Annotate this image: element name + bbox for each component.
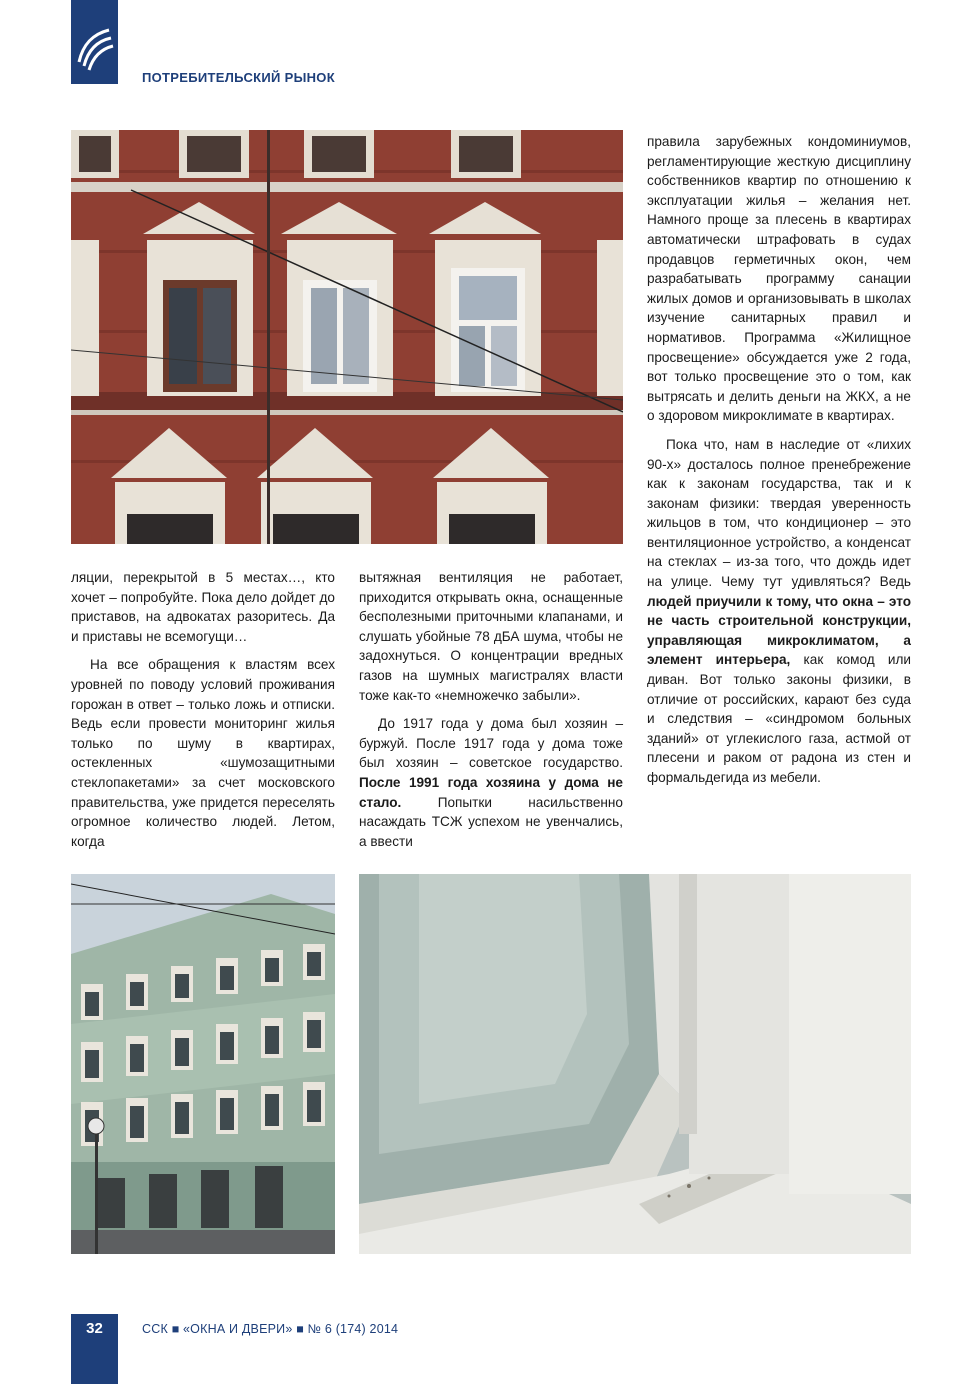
bold-emphasis: людей приучили к тому, что окна – это не часть строительной конструкции, управляющая микроклиматом, а элемент интерьера,	[647, 593, 911, 668]
publisher-logo-icon	[71, 0, 118, 84]
paragraph-text: Попытки насильственно насаждать ТСЖ успехом не увенчались, а ввести	[359, 794, 623, 849]
paragraph: На все обращения к властям всех уровней по поводу условий проживания горожан в ответ – только ложь и отписки. Ведь если провести мониторинг жилья только по шуму в квартирах, остекленных «шумозащитными стеклопакетами» за счет московского правительства, уже придется переселять огромное количество людей. Летом, когда	[71, 657, 335, 849]
paragraph-text: До 1917 года у дома был хозяин – буржуй. После 1917 года у дома тоже был хозяин – советское государство.	[359, 716, 623, 771]
paragraph	[647, 435, 911, 788]
article-column-3	[647, 132, 911, 788]
page-number: 32	[86, 1320, 103, 1337]
journal-footer: ССК ■ «ОКНА И ДВЕРИ» ■ № 6 (174) 2014	[142, 1322, 399, 1336]
green-building-street-photo	[71, 874, 335, 1254]
paragraph-text: Пока что, нам в наследие от «лихих 90-х» досталось полное пренебрежение как к законам государства, так и к законам физики: твердая уверенность жильцов в том, что кондиционер – это вентиляционное устройство, а конденсат на стеклах – из-за того, что дождь идет на улице. Чему тут удивляться? Ведь	[647, 436, 911, 590]
article-column-2	[359, 568, 623, 851]
paragraph: вытяжная вентиляция не работает, приходится открывать окна, оснащенные бесполезными приточными клапанами, и слушать убойные 78 дБА шума, чтобы не задохнуться. О концентрации вредных газов на шумных магистралях власти тоже как-то «немножечко забыли».	[359, 570, 623, 703]
section-title: ПОТРЕБИТЕЛЬСКИЙ РЫНОК	[142, 70, 335, 85]
facade-brick-building-photo	[71, 130, 623, 544]
paragraph: ляции, перекрытой в 5 местах…, кто хочет – попробуйте. Пока дело дойдет до приставов, на адвокатах разоритесь. Да и приставы не всемогущи…	[71, 570, 335, 644]
article-column-1	[71, 568, 335, 851]
bold-emphasis: После 1991 года хозяина у дома не стало.	[359, 774, 623, 810]
logo-block	[71, 0, 118, 84]
paragraph	[359, 714, 623, 851]
window-sill-mold-photo	[359, 874, 911, 1254]
paragraph-text: как комод или диван. Вот только законы физики, в отличие от российских, карают без суда и следствия – «синдромом больных зданий» от углекислого газа, астмой от плесени и раком от радона из стен и формальдегида из мебели.	[647, 652, 912, 785]
paragraph: правила зарубежных кондоминиумов, регламентирующие жесткую дисциплину собственников квартир по отношению к эксплуатации жилья – желания нет. Намного проще за плесень в квартирах автоматически штрафовать в судах продавцов герметичных окон, чем разрабатывать программу санации жилых домов и организовывать в школах изучение санитарных правил и нормативов. Программа «Жилищное просвещение» обсуждается уже 2 года, вот только просвещение это о том, как вытрясать и делить деньги на ЖКХ, а не о здоровом микроклимате в квартирах.	[647, 134, 911, 424]
